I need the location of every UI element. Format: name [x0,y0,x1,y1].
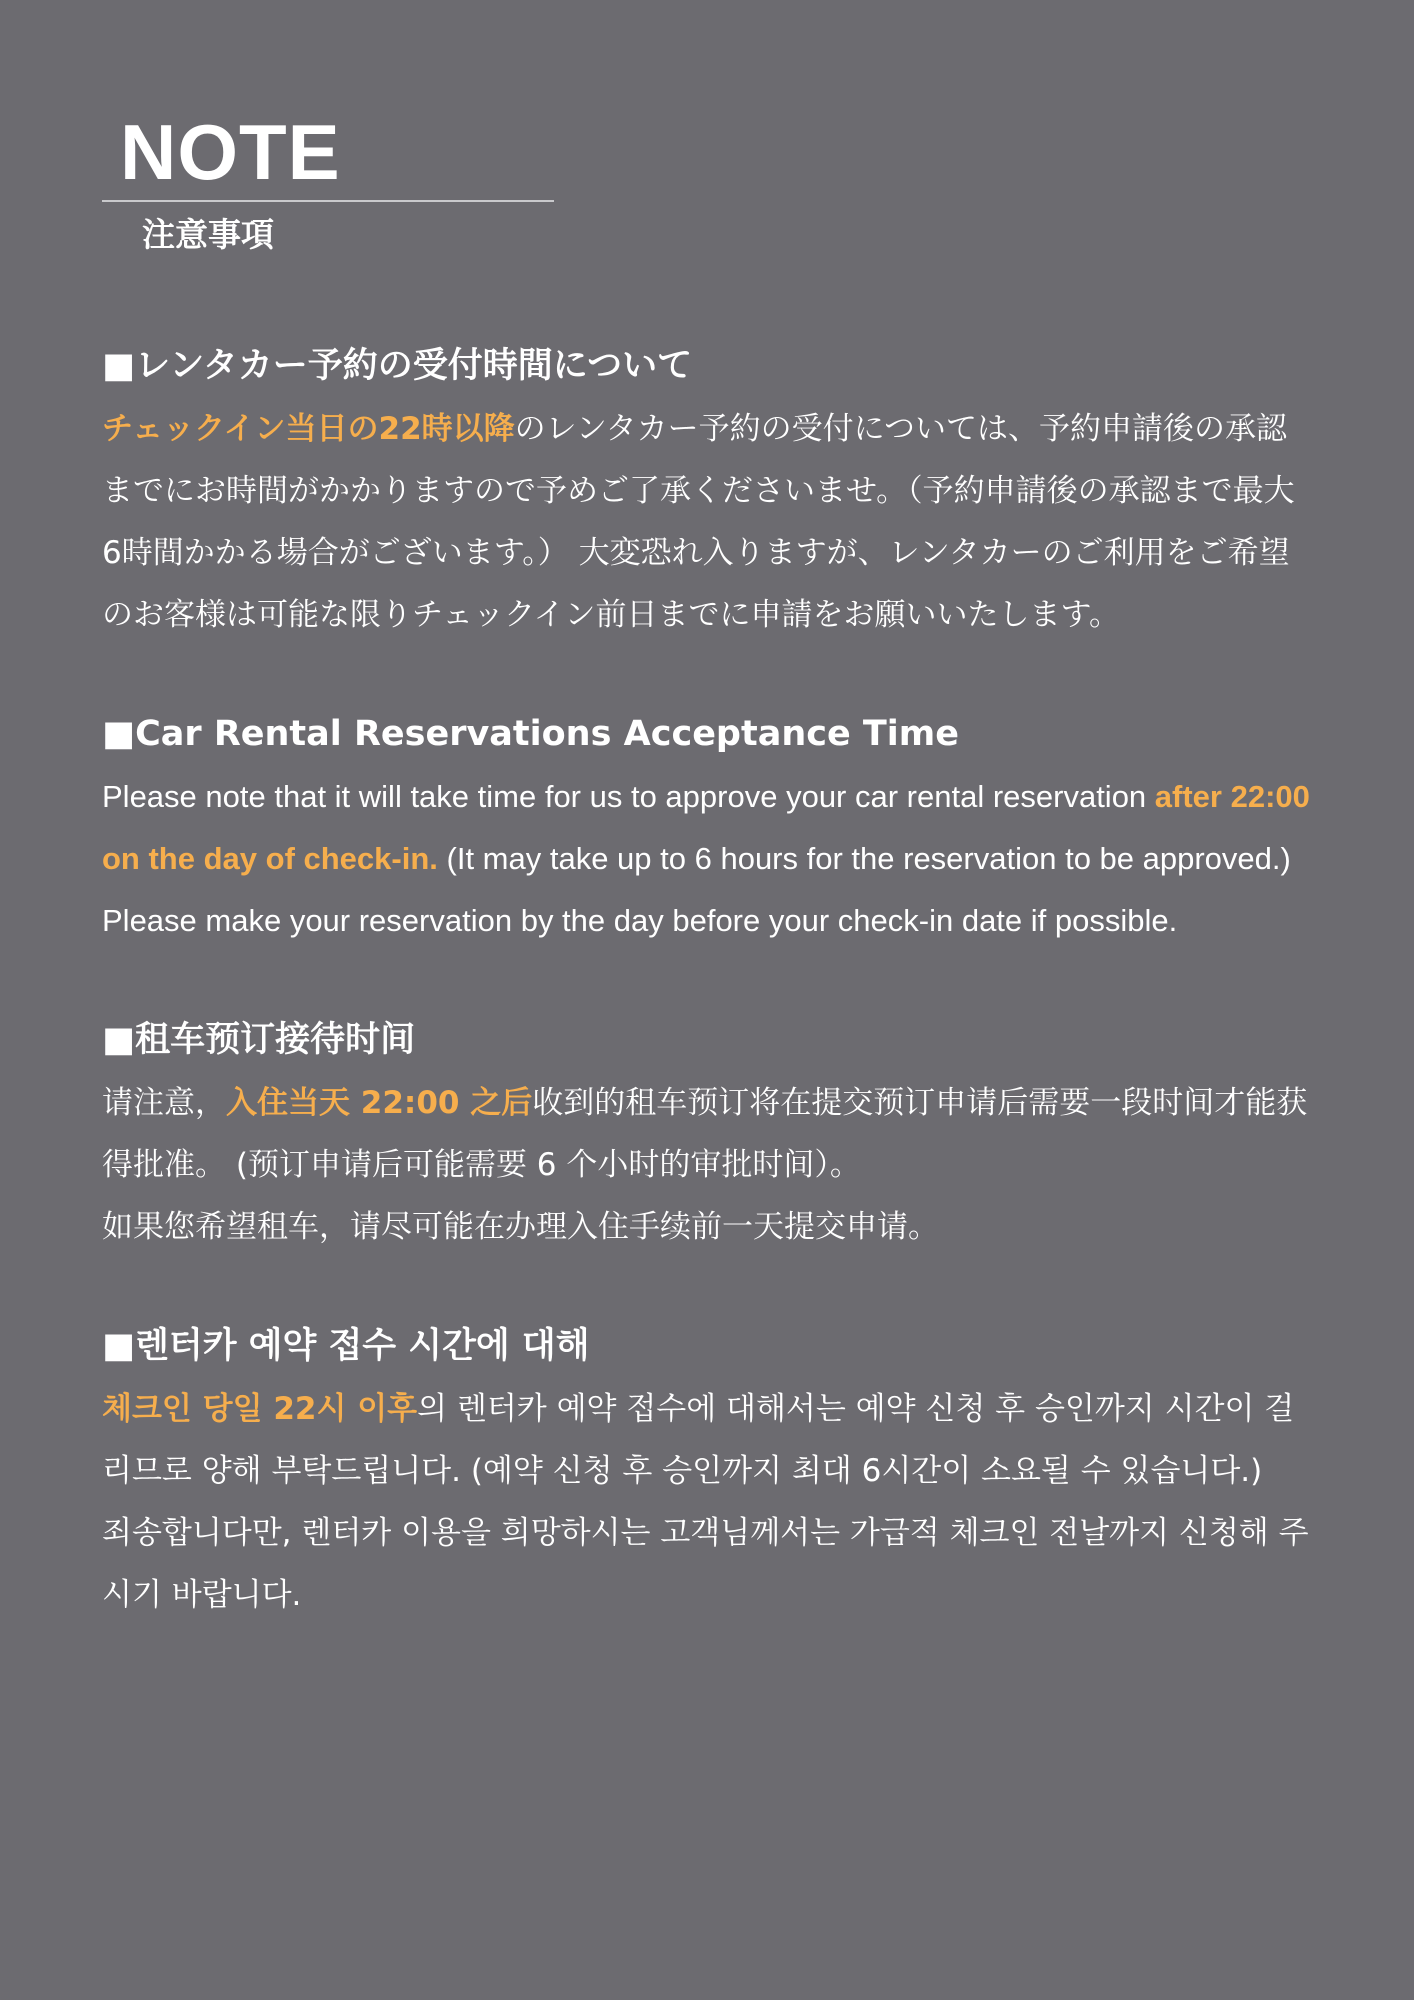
body-text: 의 렌터카 예약 접수에 대해서는 예약 신청 후 승인까지 시간이 걸리므로 양해 부탁드립니다. (예약 신청 후 승인까지 최대 6시간이 소요될 수 있습니다.) [102,1391,1295,1489]
section-japanese [102,340,1312,646]
highlight-text: after 22:00 on the day of check-in. [102,779,1310,876]
section-heading-japanese: ■レンタカー予約の受付時間について [102,346,693,386]
section-body-english [102,766,1312,952]
body-text: 收到的租车预订将在提交预订申请后需要一段时间才能获得批准。 (预订申请后可能需要 6 个小时的审批时间）。 [102,1085,1308,1183]
highlight-text: 入住当天 22:00 之后 [226,1085,533,1121]
title-divider [102,200,554,202]
paragraph [102,1072,1312,1196]
section-english [102,708,1312,952]
paragraph: 如果您希望租车，请尽可能在办理入住手续前一天提交申请。 [102,1209,939,1245]
page-title: NOTE [120,108,341,196]
paragraph [102,398,1312,646]
section-heading-chinese: ■租车预订接待时间 [102,1020,416,1060]
section-heading-korean: ■렌터카 예약 접수 시간에 대해 [102,1326,590,1366]
highlight-text: チェックイン当日の22時以降 [102,411,515,447]
section-chinese [102,1014,1312,1258]
body-text: (It may take up to 6 hours for the reservation to be approved.) [437,841,1291,876]
highlight-text: 체크인 당일 22시 이후 [102,1391,418,1427]
paragraph: Please make your reservation by the day before your check-in date if possible. [102,903,1178,938]
notice-sections [102,340,1312,1688]
body-text: Please note that it will take time for us to approve your car rental reservation [102,779,1155,814]
page-header [102,104,554,256]
section-body-chinese [102,1072,1312,1258]
section-korean [102,1320,1312,1626]
section-body-korean [102,1378,1312,1626]
body-text: 请注意， [102,1085,226,1121]
section-body-japanese [102,398,1312,646]
paragraph [102,766,1312,890]
section-heading-english: ■Car Rental Reservations Acceptance Time [102,714,960,754]
body-text: のレンタカー予約の受付については、予約申請後の承認までにお時間がかかりますので予めご了承くださいませ。（予約申請後の承認まで最大6時間かかる場合がございます。） 大変恐れ入りますが、レンタカーのご利用をご希望のお客様は可能な限りチェックイン前日までに申請をお願いいたします。 [102,411,1295,633]
page-subtitle: 注意事項 [142,215,274,254]
paragraph: 죄송합니다만, 렌터카 이용을 희망하시는 고객님께서는 가급적 체크인 전날까지 신청해 주시기 바랍니다. [102,1515,1309,1613]
paragraph [102,1378,1312,1502]
